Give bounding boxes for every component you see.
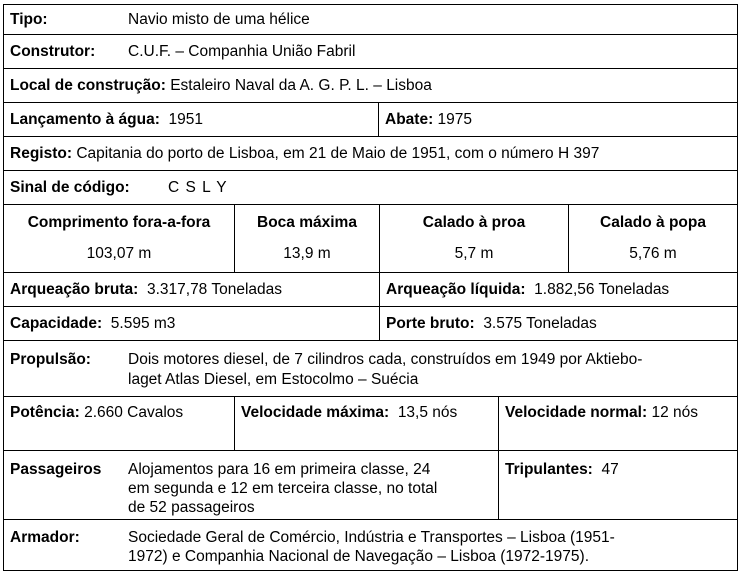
registo-label: Registo: <box>10 145 72 162</box>
row-tipo <box>3 4 738 35</box>
row-construtor <box>3 34 738 69</box>
abate-cell <box>378 102 738 137</box>
row-propulsao <box>3 340 738 397</box>
local-label: Local de construção: <box>10 77 166 94</box>
construtor-value: C.U.F. – Companhia União Fabril <box>128 43 356 60</box>
row-local <box>3 68 738 103</box>
tipo-value: Navio misto de uma hélice <box>128 11 310 28</box>
calado-proa-value: 5,7 m <box>454 245 494 262</box>
row-potencia <box>3 396 738 451</box>
boca-cell <box>234 204 380 273</box>
passageiros-line2: em segunda e 12 em terceira classe, no total <box>128 480 438 497</box>
arqueacao-bruta-value: 3.317,78 Toneladas <box>146 281 282 298</box>
armador-label: Armador: <box>10 529 80 546</box>
propulsao-line1: Dois motores diesel, de 7 cilindros cada, construídos em 1949 por Aktiebo- <box>128 351 643 368</box>
armador-line2: 1972) e Companhia Nacional de Navegação – Lisboa (1972-1975). <box>128 548 590 565</box>
tripulantes-value: 47 <box>601 461 619 478</box>
capacidade-label: Capacidade: <box>10 315 103 332</box>
registo-value: Capitania do porto de Lisboa, em 21 de Maio de 1951, com o número H 397 <box>76 145 600 162</box>
porte-cell <box>379 306 738 341</box>
vel-normal-label: Velocidade normal: <box>505 404 648 421</box>
potencia-value: 2.660 Cavalos <box>84 404 184 421</box>
ship-data-table <box>3 4 738 571</box>
passageiros-line1: Alojamentos para 16 em primeira classe, 24 <box>128 461 431 478</box>
lancamento-cell <box>3 102 379 137</box>
abate-value: 1975 <box>437 111 473 128</box>
vel-max-label: Velocidade máxima: <box>241 404 390 421</box>
potencia-cell <box>3 396 235 451</box>
arqueacao-bruta-label: Arqueação bruta: <box>10 281 139 298</box>
construtor-cell <box>3 34 738 69</box>
passageiros-line3: de 52 passageiros <box>128 499 255 516</box>
tripulantes-cell <box>498 450 738 520</box>
arqueacao-bruta-cell <box>3 272 380 307</box>
calado-popa-cell <box>568 204 738 273</box>
registo-cell <box>3 136 738 171</box>
comprimento-cell <box>3 204 235 273</box>
lancamento-label: Lançamento à água: <box>10 111 160 128</box>
passageiros-label: Passageiros <box>10 461 102 478</box>
sinal-value: C S L Y <box>168 179 228 196</box>
comprimento-value: 103,07 m <box>86 245 152 262</box>
row-lancamento <box>3 102 738 137</box>
arqueacao-liquida-cell <box>379 272 738 307</box>
passageiros-cell <box>3 450 499 520</box>
propulsao-label: Propulsão: <box>10 351 91 368</box>
sinal-cell <box>3 170 738 205</box>
tipo-label: Tipo: <box>10 11 48 28</box>
row-dimensoes <box>3 204 738 273</box>
armador-line1: Sociedade Geral de Comércio, Indústria e Transportes – Lisboa (1951- <box>128 529 615 546</box>
row-registo <box>3 136 738 171</box>
boca-value: 13,9 m <box>283 245 331 262</box>
calado-popa-label: Calado à popa <box>600 214 706 231</box>
vel-max-cell <box>234 396 499 451</box>
calado-proa-label: Calado à proa <box>422 214 526 231</box>
row-capacidade <box>3 306 738 341</box>
vel-max-value: 13,5 nós <box>397 404 458 421</box>
tripulantes-label: Tripulantes: <box>505 461 593 478</box>
armador-cell <box>3 519 738 571</box>
potencia-label: Potência: <box>10 404 80 421</box>
capacidade-cell <box>3 306 380 341</box>
abate-label: Abate: <box>385 111 434 128</box>
porte-value: 3.575 Toneladas <box>483 315 597 332</box>
row-arqueacao <box>3 272 738 307</box>
propulsao-cell <box>3 340 738 397</box>
local-value: Estaleiro Naval da A. G. P. L. – Lisboa <box>170 77 432 94</box>
row-armador <box>3 519 738 571</box>
porte-label: Porte bruto: <box>386 315 475 332</box>
tipo-cell <box>3 4 738 35</box>
construtor-label: Construtor: <box>10 43 96 60</box>
capacidade-value: 5.595 m3 <box>110 315 176 332</box>
vel-normal-cell <box>498 396 738 451</box>
local-cell <box>3 68 738 103</box>
arqueacao-liquida-label: Arqueação líquida: <box>386 281 526 298</box>
calado-popa-value: 5,76 m <box>629 245 677 262</box>
comprimento-label: Comprimento fora-a-fora <box>27 214 211 231</box>
arqueacao-liquida-value: 1.882,56 Toneladas <box>534 281 670 298</box>
propulsao-line2: laget Atlas Diesel, em Estocolmo – Suécia <box>128 371 419 388</box>
row-passageiros <box>3 450 738 520</box>
vel-normal-value: 12 nós <box>651 404 698 421</box>
sinal-label: Sinal de código: <box>10 179 130 196</box>
boca-label: Boca máxima <box>257 214 357 231</box>
lancamento-value: 1951 <box>168 111 203 128</box>
row-sinal <box>3 170 738 205</box>
calado-proa-cell <box>379 204 569 273</box>
